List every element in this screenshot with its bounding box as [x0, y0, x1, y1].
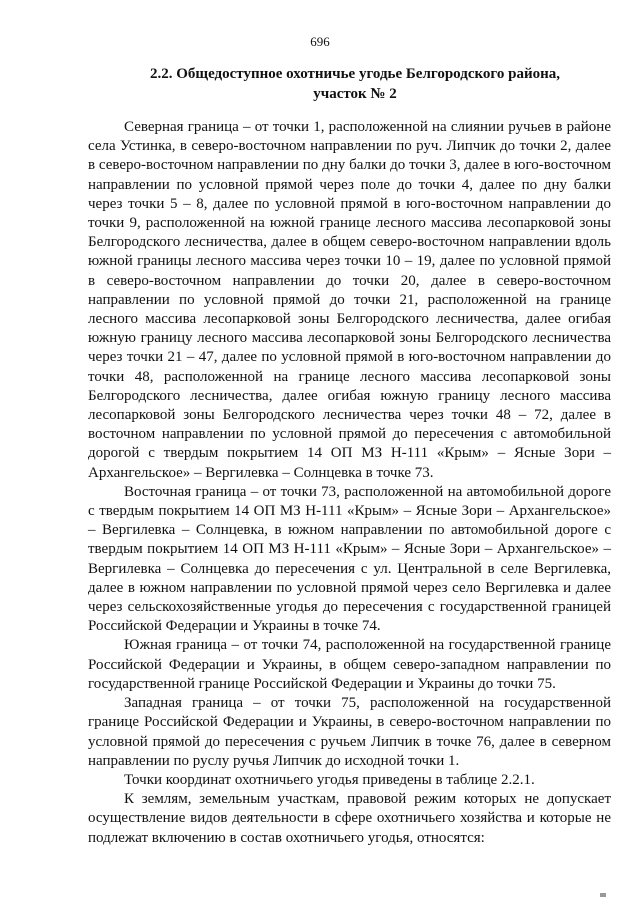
scan-mark	[600, 893, 606, 897]
section-title-line-1: 2.2. Общедоступное охотничье угодье Белгородского района,	[150, 66, 560, 82]
section-title-line-2: участок № 2	[313, 86, 397, 102]
paragraph-south-border: Южная граница – от точки 74, расположенной на государственной границе Российской Федерации и Украины, в общем северо-западном направлении по государственной границе Российской Федерации и Украины до точки 75.	[88, 637, 611, 692]
section-title	[90, 64, 620, 104]
document-body	[88, 118, 611, 848]
page-number: 696	[310, 34, 330, 49]
paragraph-east-border: Восточная граница – от точки 73, расположенной на автомобильной дороге с твердым покрытием 14 ОП МЗ Н-111 «Крым» – Ясные Зори – Архангельское» – Вергилевка – Солнцевка, в южном направлении по автомобильной дороге с твердым покрытием 14 ОП МЗ Н-111 «Крым» – Ясные Зори – Архангельское» – Вергилевка – Солнцевка до пересечения с ул. Центральной в селе Вергилевка, далее в южном направлении по условной прямой через село Вергилевка и далее через сельскохозяйственные угодья до пересечения с государственной границей Российской Федерации и Украины в точке 74.	[88, 483, 611, 635]
paragraph-north-border: Северная граница – от точки 1, расположенной на слиянии ручьев в районе села Устинка, в северо-восточном направлении по руч. Липчик до точки 2, далее в северо-восточном направлении по дну балки до точки 3, далее в юго-восточном направлении по условной прямой через поле до точки 4, далее по дну балки через точки 5 – 8, далее по условной прямой в юго-восточном направлении до точки 9, расположенной на южной границе лесного массива лесопарковой зоны Белгородского лесничества, далее в общем северо-восточном направлении вдоль южной границы лесного массива через точки 10 – 19, далее по условной прямой в северо-восточном направлении до точки 20, далее в северо-восточном направлении по условной прямой до точки 21, расположенной на границе лесного массива лесопарковой зоны Белгородского лесничества, далее огибая южную границу лесного массива лесопарковой зоны Белгородского лесничества через точки 21 – 47, далее по условной прямой в юго-восточном направлении до точки 48, расположенной на границе лесного массива лесопарковой зоны Белгородского лесничества, далее огибая южную границу лесного массива лесопарковой зоны Белгородского лесничества через точки 48 – 72, далее в восточном направлении по условной прямой до пересечения с автомобильной дорогой с твердым покрытием 14 ОП МЗ Н-111 «Крым» – Ясные Зори – Архангельское» – Вергилевка – Солнцевка в точке 73.	[88, 119, 611, 481]
paragraph-coordinates-note: Точки координат охотничьего угодья приведены в таблице 2.2.1.	[124, 771, 535, 788]
paragraph-excluded-lands: К землям, земельным участкам, правовой режим которых не допускает осуществление видов деятельности в сфере охотничьего хозяйства и которые не подлежат включению в состав охотничьего угодья, относятся:	[88, 791, 611, 846]
paragraph-west-border: Западная граница – от точки 75, расположенной на государственной границе Российской Федерации и Украины, в северо-восточном направлении по условной прямой до пересечения с ручьем Липчик в точке 76, далее в северном направлении по руслу ручья Липчик до исходной точки 1.	[88, 695, 611, 769]
